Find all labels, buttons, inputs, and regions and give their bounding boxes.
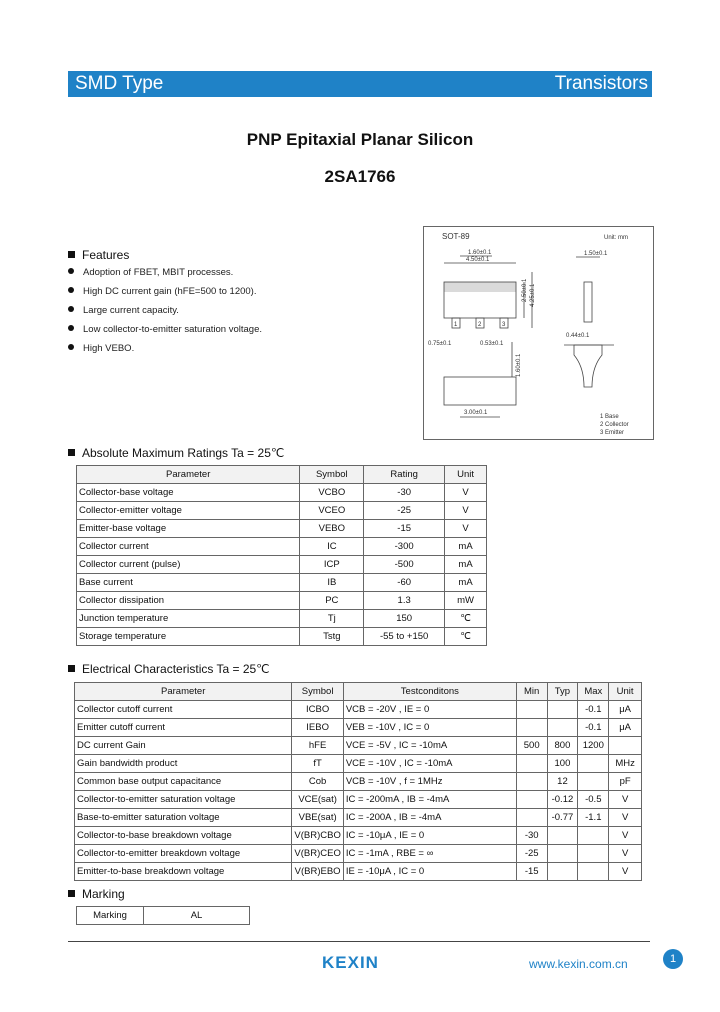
table-cell: IC = -1mA , RBE = ∞ <box>343 845 516 863</box>
table-cell: -15 <box>364 520 445 538</box>
dim-label: 4.25±0.1 <box>530 283 536 307</box>
table-cell: mA <box>445 538 487 556</box>
table-row <box>77 538 487 556</box>
table-cell: 800 <box>547 737 578 755</box>
table-cell: pF <box>609 773 642 791</box>
table-cell: VCB = -20V , IE = 0 <box>343 701 516 719</box>
table-cell <box>578 755 609 773</box>
column-header: Parameter <box>77 466 300 484</box>
table-cell: VCE = -5V , IC = -10mA <box>343 737 516 755</box>
table-cell: fT <box>292 755 343 773</box>
table-cell: 150 <box>364 610 445 628</box>
table-cell: ICBO <box>292 701 343 719</box>
pin-legend: 2 Collector <box>600 422 629 428</box>
table-cell: Collector-base voltage <box>77 484 300 502</box>
table-row <box>77 610 487 628</box>
column-header: Rating <box>364 466 445 484</box>
dim-label: 0.75±0.1 <box>428 341 452 347</box>
kexin-logo: KEXIN <box>322 953 379 972</box>
table-cell: V <box>609 791 642 809</box>
table-cell: Collector-to-emitter saturation voltage <box>75 791 292 809</box>
table-cell: -1.1 <box>578 809 609 827</box>
abs-max-heading: Absolute Maximum Ratings Ta = 25℃ <box>68 446 284 460</box>
table-cell: -25 <box>516 845 547 863</box>
list-item: Large current capacity. <box>68 305 262 324</box>
table-cell: VEBO <box>300 520 364 538</box>
table-cell: V <box>609 827 642 845</box>
table-cell <box>547 701 578 719</box>
table-cell: IC = -200A , IB = -4mA <box>343 809 516 827</box>
table-cell: PC <box>300 592 364 610</box>
table-cell: V <box>445 520 487 538</box>
list-item: High VEBO. <box>68 343 262 362</box>
table-cell: IC <box>300 538 364 556</box>
table-cell: -55 to +150 <box>364 628 445 646</box>
table-cell: -300 <box>364 538 445 556</box>
table-cell: V(BR)CEO <box>292 845 343 863</box>
table-cell: V <box>445 484 487 502</box>
marking-label: Marking <box>77 907 144 925</box>
abs-max-table <box>76 465 487 646</box>
table-cell: -0.5 <box>578 791 609 809</box>
table-cell: ℃ <box>445 628 487 646</box>
table-cell: mA <box>445 574 487 592</box>
table-cell: Emitter-to-base breakdown voltage <box>75 863 292 881</box>
table-row <box>77 592 487 610</box>
list-item: Adoption of FBET, MBIT processes. <box>68 267 262 286</box>
table-row <box>77 502 487 520</box>
dim-label: 3.00±0.1 <box>464 410 488 416</box>
marking-value: AL <box>144 907 250 925</box>
column-header: Parameter <box>75 683 292 701</box>
square-bullet-icon <box>68 251 75 258</box>
table-cell: Emitter-base voltage <box>77 520 300 538</box>
table-cell: V(BR)EBO <box>292 863 343 881</box>
table-cell: -30 <box>516 827 547 845</box>
table-cell: Tj <box>300 610 364 628</box>
column-header: Typ <box>547 683 578 701</box>
table-row <box>77 574 487 592</box>
table-cell: Junction temperature <box>77 610 300 628</box>
table-cell: 12 <box>547 773 578 791</box>
table-cell <box>547 719 578 737</box>
table-cell: VCB = -10V , f = 1MHz <box>343 773 516 791</box>
table-cell <box>516 719 547 737</box>
part-number: 2SA1766 <box>324 167 396 186</box>
table-cell <box>578 773 609 791</box>
table-cell: Storage temperature <box>77 628 300 646</box>
table-cell <box>547 863 578 881</box>
pin-number: 2 <box>478 322 482 328</box>
bullet-icon <box>68 344 74 350</box>
table-row <box>77 628 487 646</box>
table-header-row <box>75 683 642 701</box>
table-cell: VCEO <box>300 502 364 520</box>
table-cell <box>609 737 642 755</box>
website-link[interactable]: www.kexin.com.cn <box>529 957 628 971</box>
table-cell: Tstg <box>300 628 364 646</box>
table-cell: V <box>609 809 642 827</box>
list-item: Low collector-to-emitter saturation voltage. <box>68 324 262 343</box>
table-cell <box>516 809 547 827</box>
table-row <box>77 484 487 502</box>
elec-table <box>74 682 642 881</box>
features-list <box>68 267 262 362</box>
table-cell: -30 <box>364 484 445 502</box>
table-cell <box>516 791 547 809</box>
table-cell: Collector-emitter voltage <box>77 502 300 520</box>
document-title: PNP Epitaxial Planar Silicon <box>246 130 474 149</box>
table-cell: DC current Gain <box>75 737 292 755</box>
table-cell: IB <box>300 574 364 592</box>
table-cell: V <box>609 845 642 863</box>
table-cell <box>578 827 609 845</box>
table-cell: mW <box>445 592 487 610</box>
dim-label: 2.50±0.1 <box>522 278 528 302</box>
table-row <box>75 863 642 881</box>
dim-label: 0.44±0.1 <box>566 333 590 339</box>
page-number: 1 <box>663 949 683 969</box>
header-right-text: Transistors <box>554 73 648 94</box>
table-row <box>75 809 642 827</box>
table-cell <box>516 773 547 791</box>
column-header: Symbol <box>300 466 364 484</box>
dim-label: 1.60±0.1 <box>516 353 522 377</box>
column-header: Max <box>578 683 609 701</box>
table-cell: mA <box>445 556 487 574</box>
table-cell: Collector current (pulse) <box>77 556 300 574</box>
dim-label: 1.60±0.1 <box>468 250 492 256</box>
table-row <box>77 907 250 925</box>
bullet-icon <box>68 306 74 312</box>
bullet-icon <box>68 268 74 274</box>
dim-label: 0.53±0.1 <box>480 341 504 347</box>
package-outline-drawing <box>423 226 654 440</box>
table-cell: Collector-to-base breakdown voltage <box>75 827 292 845</box>
table-cell: 1200 <box>578 737 609 755</box>
column-header: Unit <box>445 466 487 484</box>
table-cell: Gain bandwidth product <box>75 755 292 773</box>
pin-number: 3 <box>502 322 506 328</box>
table-cell: Base-to-emitter saturation voltage <box>75 809 292 827</box>
table-cell: Base current <box>77 574 300 592</box>
table-cell <box>578 845 609 863</box>
column-header: Min <box>516 683 547 701</box>
pin-legend: 1 Base <box>600 414 619 420</box>
square-bullet-icon <box>68 449 75 456</box>
table-cell: Collector dissipation <box>77 592 300 610</box>
table-cell: -0.77 <box>547 809 578 827</box>
table-cell: VEB = -10V , IC = 0 <box>343 719 516 737</box>
table-cell: -25 <box>364 502 445 520</box>
table-cell: -0.1 <box>578 701 609 719</box>
table-row <box>75 845 642 863</box>
column-header: Symbol <box>292 683 343 701</box>
header-left-text: SMD Type <box>75 73 164 94</box>
bullet-icon <box>68 325 74 331</box>
table-row <box>75 719 642 737</box>
table-cell: IC = -200mA , IB = -4mA <box>343 791 516 809</box>
table-cell: Common base output capacitance <box>75 773 292 791</box>
table-cell: 100 <box>547 755 578 773</box>
table-row <box>75 791 642 809</box>
table-cell: hFE <box>292 737 343 755</box>
table-cell <box>547 827 578 845</box>
table-cell: 1.3 <box>364 592 445 610</box>
table-cell: ℃ <box>445 610 487 628</box>
pin-number: 1 <box>454 322 458 328</box>
table-cell: V <box>445 502 487 520</box>
table-cell: μA <box>609 719 642 737</box>
table-row <box>75 827 642 845</box>
bullet-icon <box>68 287 74 293</box>
table-cell: IEBO <box>292 719 343 737</box>
dim-label: 4.50±0.1 <box>466 257 490 263</box>
table-row <box>75 737 642 755</box>
table-cell: VCE = -10V , IC = -10mA <box>343 755 516 773</box>
table-cell: -60 <box>364 574 445 592</box>
table-cell: Emitter cutoff current <box>75 719 292 737</box>
marking-heading: Marking <box>68 887 125 901</box>
table-cell: Collector cutoff current <box>75 701 292 719</box>
pin-legend: 3 Emitter <box>600 430 625 436</box>
table-cell: V <box>609 863 642 881</box>
table-cell: Collector-to-emitter breakdown voltage <box>75 845 292 863</box>
table-cell: Cob <box>292 773 343 791</box>
table-cell: ICP <box>300 556 364 574</box>
table-row <box>77 556 487 574</box>
marking-table <box>76 906 250 925</box>
table-cell: MHz <box>609 755 642 773</box>
table-cell <box>516 755 547 773</box>
table-cell <box>547 845 578 863</box>
table-cell: μA <box>609 701 642 719</box>
package-drawing-svg <box>424 227 653 439</box>
features-heading: Features <box>68 248 129 262</box>
table-cell: -0.12 <box>547 791 578 809</box>
table-cell: IC = -10μA , IE = 0 <box>343 827 516 845</box>
elec-heading: Electrical Characteristics Ta = 25℃ <box>68 662 270 676</box>
square-bullet-icon <box>68 890 75 897</box>
table-cell: -0.1 <box>578 719 609 737</box>
table-row <box>75 773 642 791</box>
column-header: Unit <box>609 683 642 701</box>
package-unit: Unit: mm <box>604 235 628 241</box>
table-cell: VCE(sat) <box>292 791 343 809</box>
square-bullet-icon <box>68 665 75 672</box>
dim-label: 1.50±0.1 <box>584 251 608 257</box>
table-row <box>75 755 642 773</box>
table-cell: Collector current <box>77 538 300 556</box>
table-row <box>75 701 642 719</box>
column-header: Testconditons <box>343 683 516 701</box>
table-cell: -500 <box>364 556 445 574</box>
table-cell: V(BR)CBO <box>292 827 343 845</box>
list-item: High DC current gain (hFE=500 to 1200). <box>68 286 262 305</box>
table-header-row <box>77 466 487 484</box>
table-cell: -15 <box>516 863 547 881</box>
table-cell <box>516 701 547 719</box>
table-cell: VBE(sat) <box>292 809 343 827</box>
table-cell: VCBO <box>300 484 364 502</box>
table-cell: IE = -10μA , IC = 0 <box>343 863 516 881</box>
table-row <box>77 520 487 538</box>
table-cell: 500 <box>516 737 547 755</box>
table-cell <box>578 863 609 881</box>
package-name: SOT-89 <box>442 232 470 241</box>
footer-divider <box>68 941 650 942</box>
